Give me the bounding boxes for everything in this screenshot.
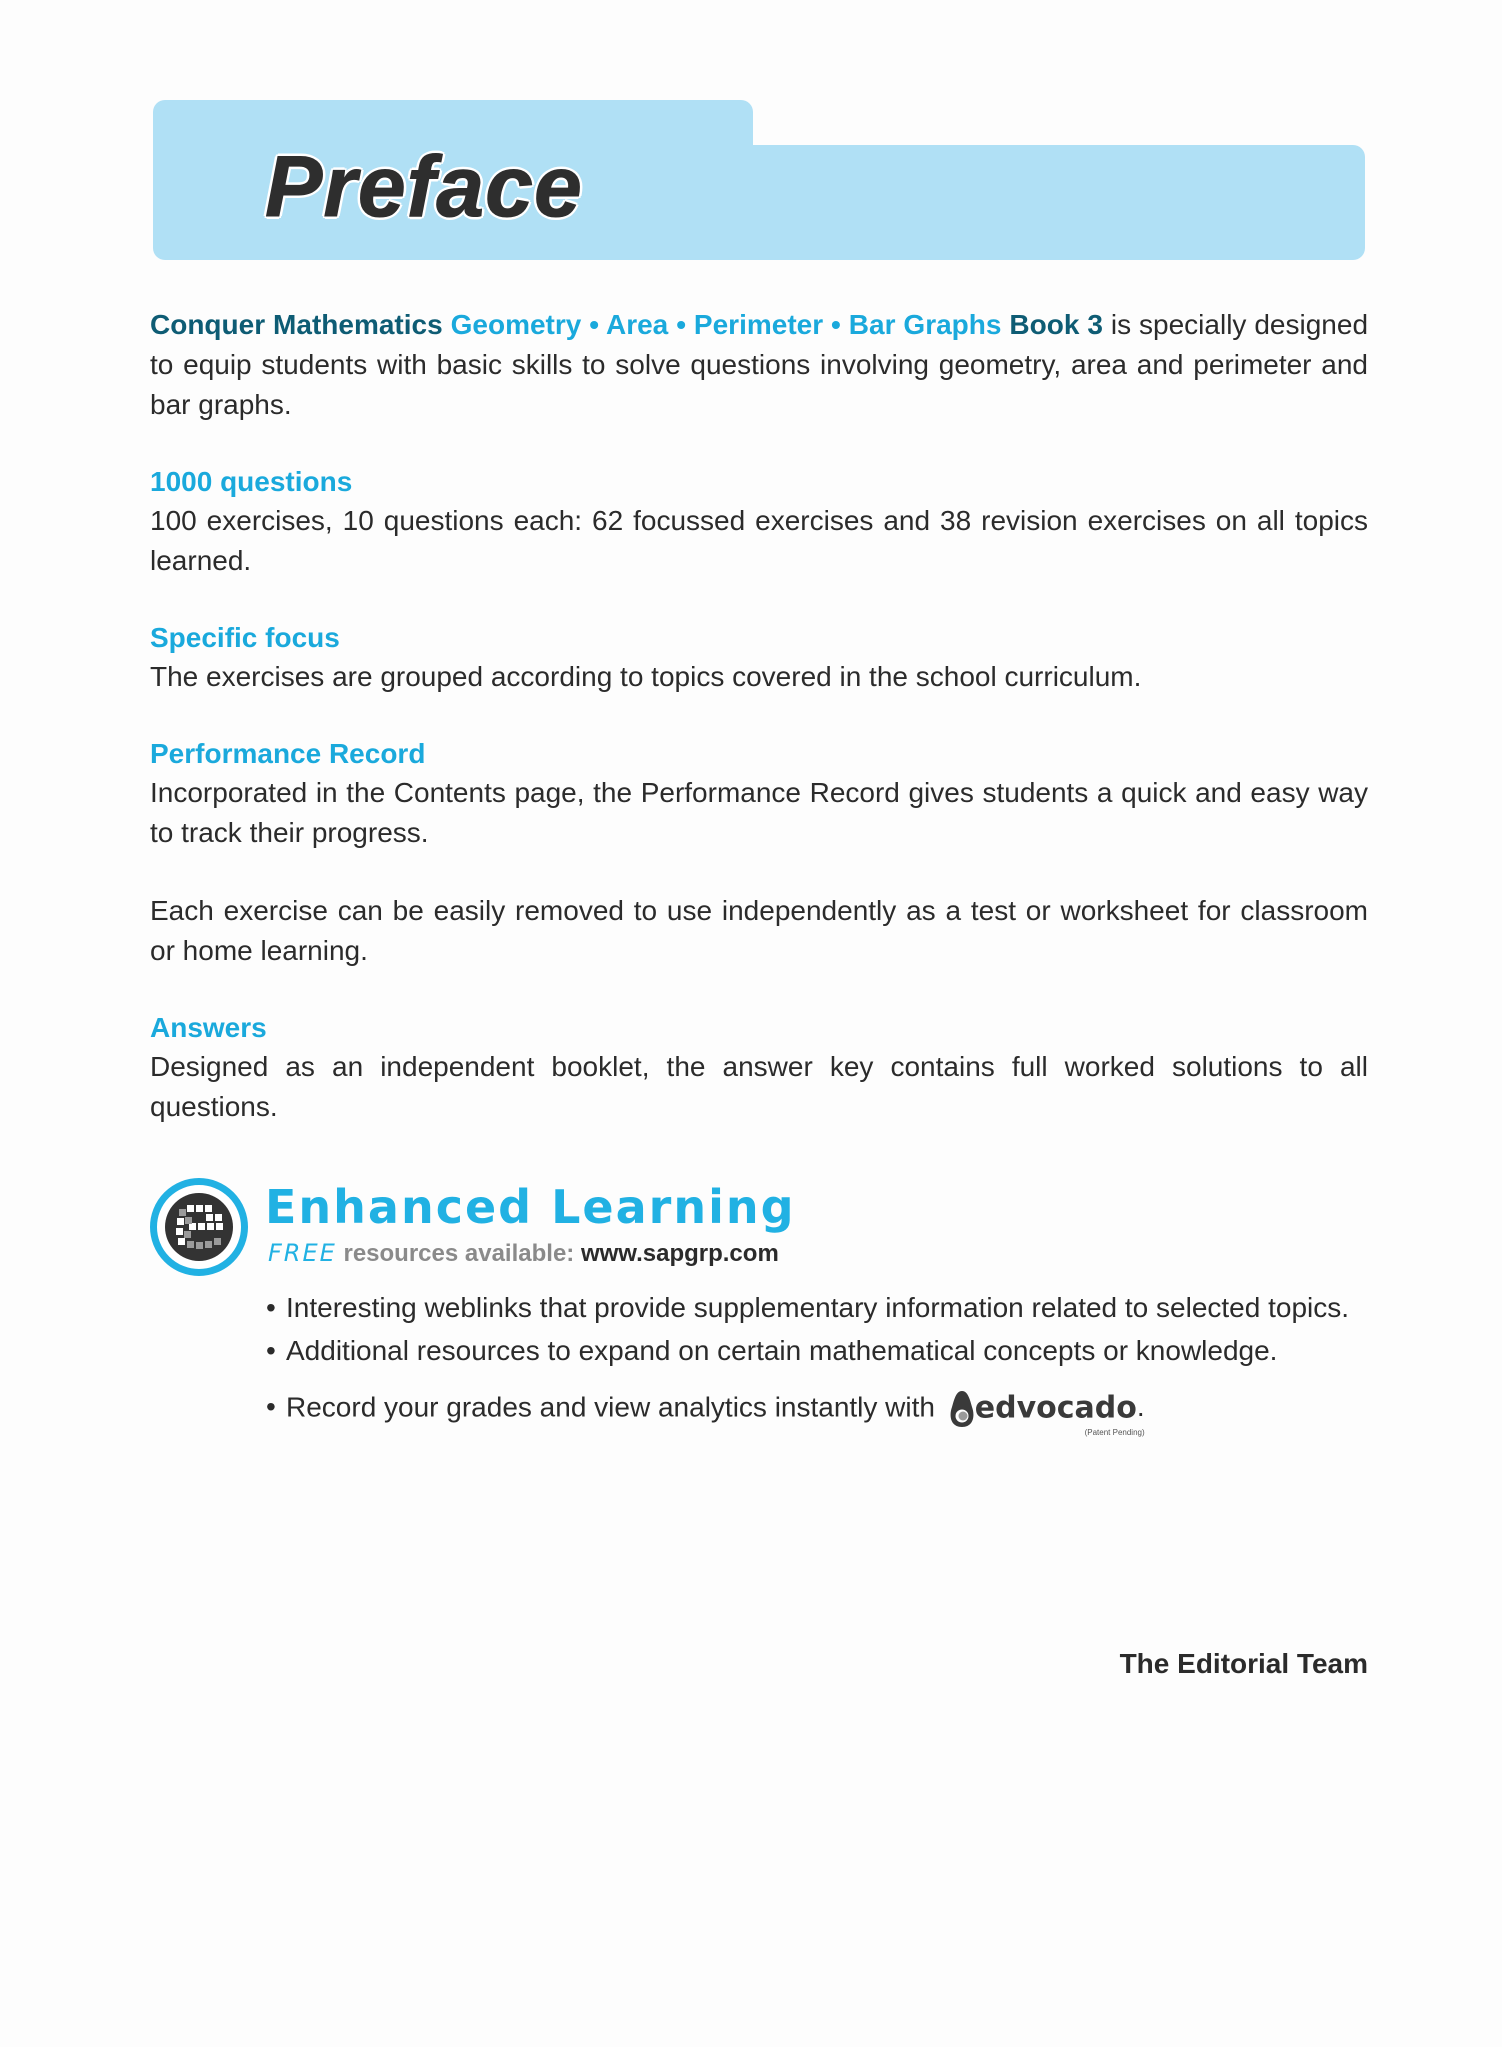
section-heading: Specific focus: [150, 622, 340, 653]
intro-paragraph: [150, 305, 1368, 425]
section-extra-body: Each exercise can be easily removed to use independently as a test or worksheet for classroom or home learning.: [150, 895, 1368, 966]
resources-url-link[interactable]: www.sapgrp.com: [580, 1240, 779, 1267]
section-answers: [150, 1009, 1368, 1127]
edvocado-logo: [949, 1387, 1145, 1437]
section-body: Incorporated in the Contents page, the Performance Record gives students a quick and easy way to track their progress.: [150, 777, 1368, 848]
list-item-text: Additional resources to expand on certain mathematical concepts or knowledge.: [286, 1335, 1278, 1366]
preface-banner: [153, 100, 1365, 260]
bullet-icon: •: [266, 1335, 276, 1366]
series-name: Conquer Mathematics: [150, 309, 443, 340]
logo-disc: [165, 1193, 233, 1261]
bullet-icon: •: [266, 1391, 276, 1422]
section-body: The exercises are grouped according to topics covered in the school curriculum.: [150, 661, 1142, 692]
free-label: FREE: [268, 1239, 337, 1267]
section-heading: Performance Record: [150, 738, 426, 769]
free-resources-line: [268, 1238, 779, 1269]
enhanced-learning-title: Enhanced Learning: [265, 1180, 796, 1234]
book-number: Book 3: [1009, 309, 1103, 340]
section-1000-questions: [150, 463, 1368, 581]
section-heading: Answers: [150, 1012, 267, 1043]
editorial-signature: The Editorial Team: [1119, 1648, 1368, 1679]
section-specific-focus: [150, 619, 1368, 697]
enhanced-learning-list: [264, 1288, 1370, 1437]
enhanced-learning-block: [150, 1178, 1370, 1288]
book-topics: Geometry • Area • Perimeter • Bar Graphs: [450, 309, 1002, 340]
list-item: [264, 1387, 1370, 1437]
list-item: [264, 1331, 1370, 1371]
list-item-text: Interesting weblinks that provide supplementary information related to selected topics.: [286, 1292, 1350, 1323]
section-body: Designed as an independent booklet, the answer key contains full worked solutions to all questions.: [150, 1051, 1368, 1122]
avocado-icon: [949, 1390, 975, 1428]
intro-text: is specially designed to equip students with basic skills to solve questions involving geometry, area and perimeter and bar graphs.: [150, 309, 1369, 420]
section-body: 100 exercises, 10 questions each: 62 focussed exercises and 38 revision exercises on all topics learned.: [150, 505, 1368, 576]
enhanced-learning-logo-icon: [150, 1178, 248, 1276]
section-performance-record: [150, 735, 1368, 971]
resources-available-label: resources available:: [343, 1240, 575, 1267]
section-heading: 1000 questions: [150, 466, 353, 497]
list-item: [264, 1288, 1370, 1328]
edvocado-brand: edvocado: [974, 1390, 1137, 1426]
edvocado-suffix: .: [1136, 1391, 1145, 1422]
patent-pending-label: (Patent Pending): [1084, 1428, 1145, 1437]
list-item-text: Record your grades and view analytics instantly with: [286, 1391, 935, 1423]
preface-content: [150, 305, 1368, 1127]
logo-pixel-icon: [165, 1193, 233, 1261]
bullet-icon: •: [266, 1292, 276, 1323]
page-title: Preface: [265, 139, 583, 235]
